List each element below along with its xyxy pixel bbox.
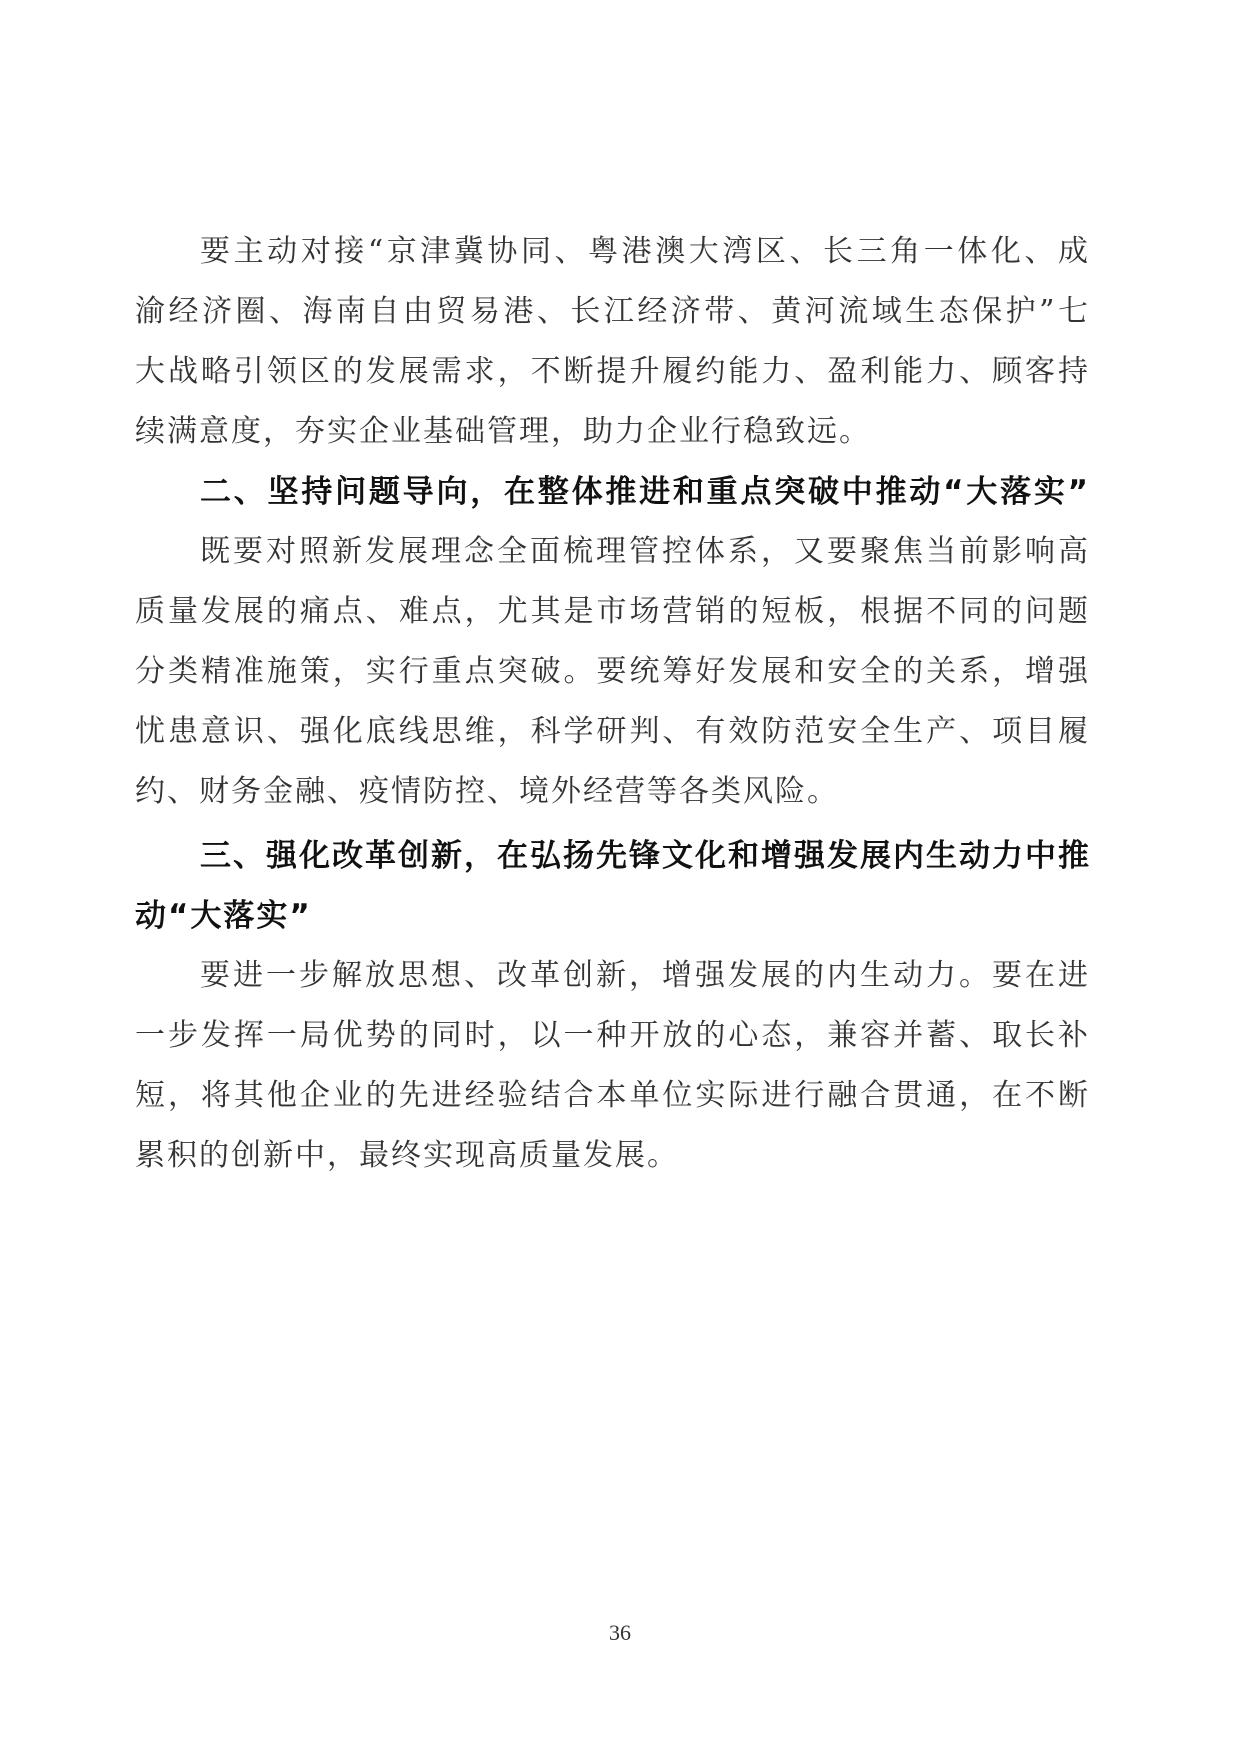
paragraph-2-line-3: 分类精准施策，实行重点突破。要统筹好发展和安全的关系，增强 xyxy=(135,654,1090,689)
paragraph-1-line-4: 续满意度，夯实企业基础管理，助力企业行稳致远。 xyxy=(135,414,871,449)
paragraph-2-line-5: 约、财务金融、疫情防控、境外经营等各类风险。 xyxy=(135,774,839,809)
paragraph-2-line-2: 质量发展的痛点、难点，尤其是市场营销的短板，根据不同的问题 xyxy=(135,594,1090,629)
paragraph-1-line-1: 要主动对接“京津冀协同、粤港澳大湾区、长三角一体化、成 xyxy=(200,234,1090,269)
paragraph-3-line-2: 一步发挥一局优势的同时，以一种开放的心态，兼容并蓄、取长补 xyxy=(135,1018,1090,1053)
paragraph-1-line-3: 大战略引领区的发展需求，不断提升履约能力、盈利能力、顾客持 xyxy=(135,354,1090,389)
paragraph-3-line-4: 累积的创新中，最终实现高质量发展。 xyxy=(135,1138,679,1173)
paragraph-1-line-2: 渝经济圈、海南自由贸易港、长江经济带、黄河流域生态保护”七 xyxy=(135,294,1090,329)
section-heading-3-line-2: 动“大落实” xyxy=(135,898,312,934)
section-heading-2: 二、坚持问题导向，在整体推进和重点突破中推动“大落实” xyxy=(200,474,1090,510)
paragraph-2-line-4: 忧患意识、强化底线思维，科学研判、有效防范安全生产、项目履 xyxy=(135,714,1090,749)
section-heading-3-line-1: 三、强化改革创新，在弘扬先锋文化和增强发展内生动力中推 xyxy=(200,838,1091,874)
paragraph-3-line-3: 短，将其他企业的先进经验结合本单位实际进行融合贯通，在不断 xyxy=(135,1078,1090,1113)
paragraph-2-line-1: 既要对照新发展理念全面梳理管控体系，又要聚焦当前影响高 xyxy=(200,534,1090,569)
paragraph-3-line-1: 要进一步解放思想、改革创新，增强发展的内生动力。要在进 xyxy=(200,958,1090,993)
page-number: 36 xyxy=(609,1620,631,1645)
